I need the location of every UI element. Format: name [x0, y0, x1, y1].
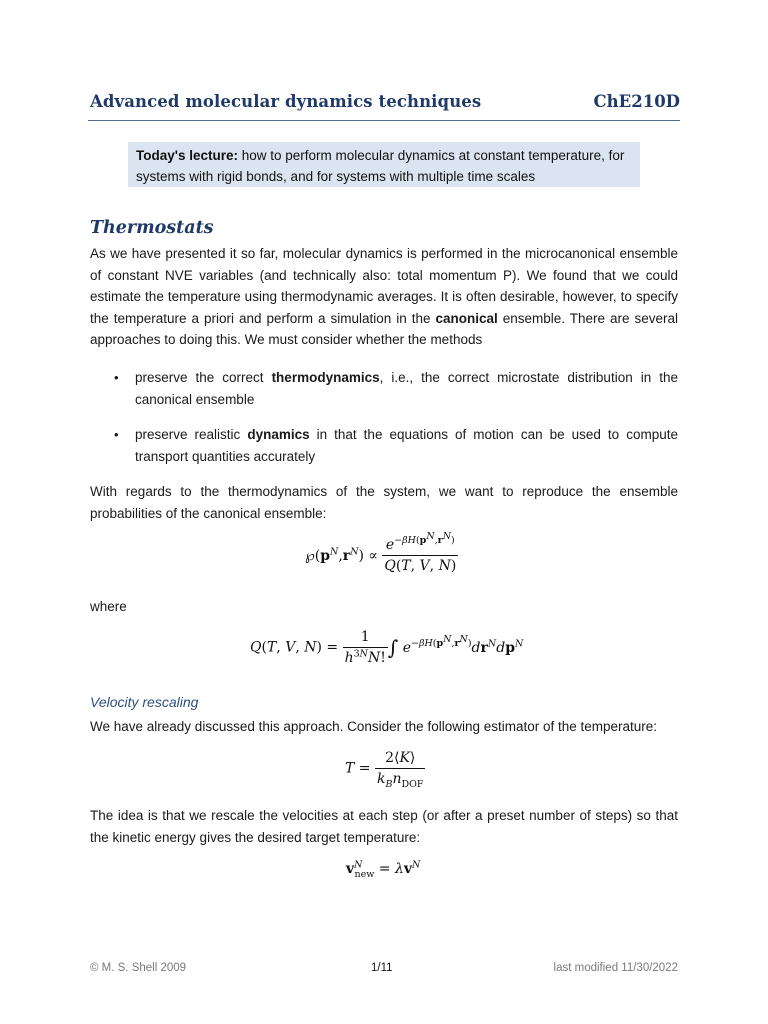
equation-canonical-probability: $℘(p^N,r^N)$ ∝ $\frac{e^{-\beta H(p^N,r^N)}}{Q(T, V, N)}$: [305, 531, 457, 574]
document-title: Advanced molecular dynamics techniques: [90, 92, 482, 111]
velocity-paragraph: We have already discussed this approach. Consider the following estimator of the temperature:: [90, 719, 658, 734]
equation-velocity-rescale: $v^N_{new} = \lambda v^N$: [346, 859, 421, 880]
course-code: ChE210D: [593, 92, 680, 111]
lecture-box-label: Today's lecture:: [136, 148, 238, 163]
equation-partition-function: Q(T, V, N) = $\frac{1}{h^{3N}N!}$ ∫ $e^{-\beta H(p^N,r^N)}dr^Ndp^N$: [250, 629, 524, 666]
footer-copyright: © M. S. Shell 2009: [90, 962, 187, 974]
bullet-dot: •: [114, 427, 119, 442]
subsection-title: Velocity rescaling: [90, 694, 199, 710]
bullet-dot: •: [114, 370, 119, 385]
page-header: [88, 92, 680, 121]
lecture-box-text: how to perform molecular dynamics at constant temperature, for systems with rigid bonds, and for systems with multiple time scales: [136, 148, 625, 184]
bullet-text: preserve the correct thermodynamics, i.e., the correct microstate distribution in the canonical ensemble: [135, 370, 678, 407]
footer-page-number: 1/11: [371, 962, 393, 974]
lecture-summary-box: [128, 142, 640, 187]
intro-paragraph: As we have presented it so far, molecular dynamics is performed in the microcanonical ensemble of constant NVE variables (and technically also: total momentum P). We found that we could estimate the temperature using thermodynamic averages. It is often desirable, however, to specify the temperature a priori and perform a simulation in the canonical ensemble. There are several approaches to doing this. We must consider whether the methods: [90, 246, 679, 347]
footer-last-modified: last modified 11/30/2022: [553, 962, 678, 974]
section-title: Thermostats: [90, 218, 214, 238]
where-text: where: [90, 599, 127, 614]
equation-temperature-estimator: T = $\frac{2⟨K⟩}{k_Bn_{DOF}}$: [345, 750, 424, 790]
regards-paragraph: With regards to the thermodynamics of the system, we want to reproduce the ensemble probabilities of the canonical ensemble:: [90, 484, 678, 521]
bullet-text: preserve realistic dynamics in that the equations of motion can be used to compute transport quantities accurately: [135, 427, 678, 464]
idea-paragraph: The idea is that we rescale the velocities at each step (or after a preset number of steps) so that the kinetic energy gives the desired target temperature:: [90, 808, 678, 845]
